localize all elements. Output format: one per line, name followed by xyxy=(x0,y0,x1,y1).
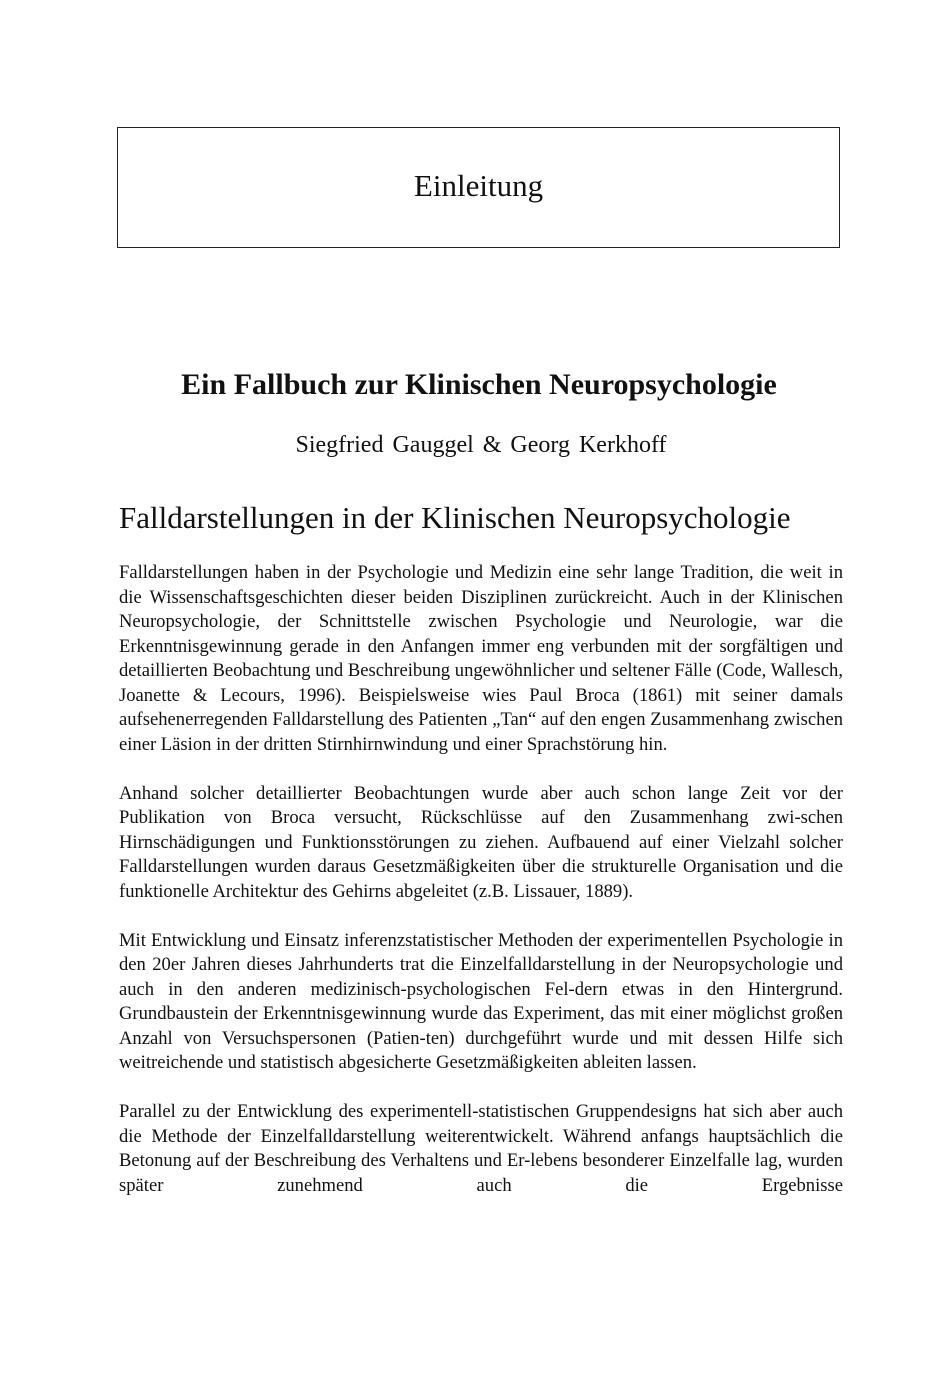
book-title: Ein Fallbuch zur Klinischen Neuropsychologie xyxy=(181,368,777,401)
chapter-title: Einleitung xyxy=(413,167,544,203)
section-title: Falldarstellungen in der Klinischen Neuropsychologie xyxy=(119,500,791,535)
chapter-heading-box xyxy=(117,127,840,248)
authors: Siegfried Gauggel & Georg Kerkhoff xyxy=(295,432,667,458)
paragraph-2: Anhand solcher detaillierter Beobachtungen wurde aber auch schon lange Zeit vor der Publikation von Broca versucht, Rückschlüsse auf den Zusammenhang zwi-schen Hirnschädigungen und Funktionsstörungen zu ziehen. Aufbauend auf einer Vielzahl solcher Falldarstellungen wurden daraus Gesetzmäßigkeiten über die strukturelle Organisation und die funktionelle Architektur des Gehirns abgeleitet (z.B. Lissauer, 1889). xyxy=(119,782,843,902)
body-text xyxy=(119,561,843,1223)
paragraph-4: Parallel zu der Entwicklung des experimentell-statistischen Gruppendesigns hat sich aber auch die Methode der Einzelfalldarstellung weiterentwickelt. Während anfangs hauptsächlich die Betonung auf der Beschreibung des Verhaltens und Er-lebens besonderer Einzelfalle lag, wurden später zunehmend auch die Ergebnisse xyxy=(119,1101,843,1196)
paragraph-1: Falldarstellungen haben in der Psychologie und Medizin eine sehr lange Tradition, die weit in die Wissenschaftsgeschichten dieser beiden Disziplinen zurückreicht. Auch in der Klinischen Neuropsychologie, der Schnittstelle zwischen Psychologie und Neurologie, war die Erkenntnisgewinnung gerade in den Anfangen immer eng verbunden mit der sorgfältigen und detaillierten Beobachtung und Beschreibung ungewöhnlicher und seltener Fälle (Code, Wallesch, Joanette & Lecours, 1996). Beispielsweise wies Paul Broca (1861) mit seiner damals aufsehenerregenden Falldarstellung des Patienten „Tan“ auf den engen Zusammenhang zwischen einer Läsion in der dritten Stirnhirnwindung und einer Sprachstörung hin. xyxy=(119,562,843,755)
paragraph-3: Mit Entwicklung und Einsatz inferenzstatistischer Methoden der experimentellen Psychologie in den 20er Jahren dieses Jahrhunderts trat die Einzelfalldarstellung in der Neuropsychologie und auch in den anderen medizinisch-psychologischen Fel-dern etwas in den Hintergrund. Grundbaustein der Erkenntnisgewinnung wurde das Experiment, das mit einer möglichst großen Anzahl von Versuchspersonen (Patien-ten) durchgeführt wurde und mit dessen Hilfe sich weitreichende und statistisch abgesicherte Gesetzmäßigkeiten ableiten lassen. xyxy=(119,929,843,1073)
